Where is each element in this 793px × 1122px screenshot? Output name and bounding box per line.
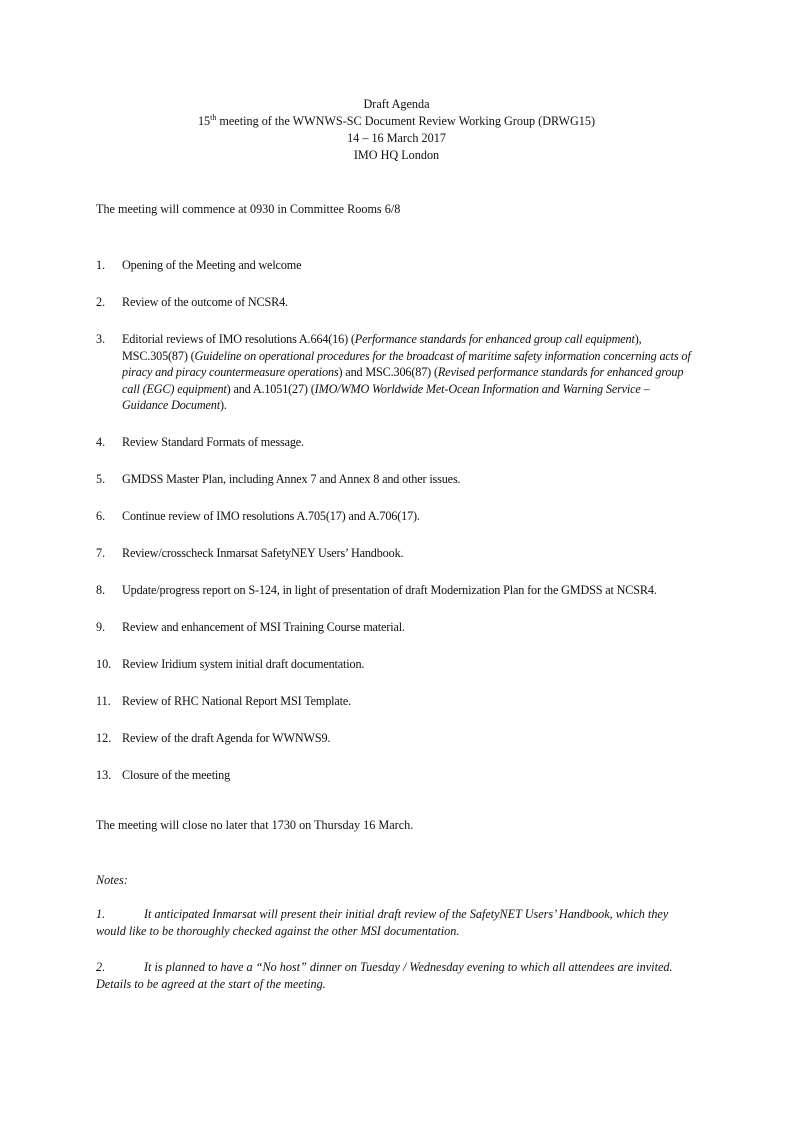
agenda-item-text: Review Standard Formats of message. bbox=[122, 435, 304, 449]
agenda-item-text: Review Iridium system initial draft documentation. bbox=[122, 657, 365, 671]
agenda-item-2 bbox=[96, 294, 696, 311]
agenda-item-5 bbox=[96, 471, 696, 488]
meeting-location: IMO HQ London bbox=[353, 148, 440, 162]
agenda-item-8 bbox=[96, 582, 696, 599]
note-2 bbox=[96, 959, 696, 992]
item-text-part: ). bbox=[219, 398, 227, 412]
agenda-item-number: 9. bbox=[96, 620, 106, 634]
agenda-item-number: 12. bbox=[96, 731, 112, 745]
meeting-number-suffix: th bbox=[210, 112, 217, 122]
agenda-item-text: GMDSS Master Plan, including Annex 7 and Annex 8 and other issues. bbox=[122, 472, 461, 486]
item-text-part: ), MSC.305(87) ( bbox=[122, 332, 642, 363]
agenda-item-number: 3. bbox=[96, 332, 106, 346]
item-text-part: Editorial reviews of IMO resolutions A.664(16) ( bbox=[122, 332, 355, 346]
agenda-item-text: Opening of the Meeting and welcome bbox=[122, 258, 302, 272]
agenda-item-13 bbox=[96, 767, 696, 784]
agenda-item-number: 1. bbox=[96, 258, 106, 272]
agenda-item-9 bbox=[96, 619, 696, 636]
note-text: It anticipated Inmarsat will present their initial draft review of the SafetyNET Users’ Handbook, which they would like to be thoroughly checked against the other MSI documentation. bbox=[96, 907, 669, 938]
agenda-item-6 bbox=[96, 508, 696, 525]
agenda-item-1 bbox=[96, 257, 696, 274]
agenda-item-11 bbox=[96, 693, 696, 710]
intro-text: The meeting will commence at 0930 in Committee Rooms 6/8 bbox=[96, 202, 401, 216]
agenda-item-number: 6. bbox=[96, 509, 106, 523]
agenda-item-text: Review of the outcome of NCSR4. bbox=[122, 295, 288, 309]
meeting-number: 15 bbox=[197, 114, 211, 128]
agenda-item-text: Update/progress report on S-124, in light of presentation of draft Modernization Plan for the GMDSS at NCSR4. bbox=[122, 583, 657, 597]
closing-text: The meeting will close no later that 1730 on Thursday 16 March. bbox=[96, 818, 414, 832]
agenda-item-number: 2. bbox=[96, 295, 106, 309]
agenda-item-number: 7. bbox=[96, 546, 106, 560]
resolution-title: Performance standards for enhanced group call equipment bbox=[354, 332, 635, 346]
note-text: It is planned to have a “No host” dinner on Tuesday / Wednesday evening to which all attendees are invited. Details to be agreed at the start of the meeting. bbox=[96, 960, 673, 991]
agenda-item-10 bbox=[96, 656, 696, 673]
agenda-item-number: 5. bbox=[96, 472, 106, 486]
item-text-part: ) and MSC.306(87) ( bbox=[338, 365, 438, 379]
agenda-item-text: Review of RHC National Report MSI Template. bbox=[122, 694, 352, 708]
meeting-name: meeting of the WWNWS-SC Document Review Working Group (DRWG15) bbox=[216, 114, 596, 128]
agenda-item-text: Continue review of IMO resolutions A.705(17) and A.706(17). bbox=[122, 509, 420, 523]
agenda-list bbox=[96, 257, 696, 804]
document-header bbox=[0, 96, 793, 164]
agenda-item-3 bbox=[96, 331, 696, 414]
agenda-item-number: 8. bbox=[96, 583, 106, 597]
agenda-item-text: Review/crosscheck Inmarsat SafetyNEY Users’ Handbook. bbox=[122, 546, 404, 560]
agenda-item-12 bbox=[96, 730, 696, 747]
notes-heading: Notes: bbox=[96, 873, 128, 887]
agenda-item-text bbox=[122, 331, 696, 414]
note-number: 1. bbox=[96, 907, 106, 921]
agenda-item-number: 13. bbox=[96, 768, 112, 782]
resolution-title: IMO/WMO Worldwide Met-Ocean Information and Warning Service – Guidance Document bbox=[122, 381, 650, 412]
agenda-item-number: 4. bbox=[96, 435, 106, 449]
note-number: 2. bbox=[96, 960, 106, 974]
item-text-part: ) and A.1051(27) ( bbox=[226, 381, 315, 396]
resolution-title: Revised performance standards for enhanced group call (EGC) equipment bbox=[122, 365, 684, 396]
agenda-item-number: 11. bbox=[96, 694, 111, 708]
agenda-item-4 bbox=[96, 434, 696, 451]
meeting-title bbox=[0, 113, 793, 130]
meeting-dates: 14 – 16 March 2017 bbox=[347, 131, 446, 145]
agenda-item-text: Review and enhancement of MSI Training Course material. bbox=[122, 620, 405, 634]
resolution-title: Guideline on operational procedures for the broadcast of maritime safety information concerning acts of piracy and piracy countermeasure operations bbox=[122, 348, 691, 379]
agenda-item-text: Review of the draft Agenda for WWNWS9. bbox=[122, 731, 331, 745]
agenda-item-number: 10. bbox=[96, 657, 112, 671]
agenda-item-7 bbox=[96, 545, 696, 562]
agenda-item-text: Closure of the meeting bbox=[122, 768, 231, 782]
doc-title: Draft Agenda bbox=[363, 97, 430, 111]
note-1 bbox=[96, 906, 696, 939]
